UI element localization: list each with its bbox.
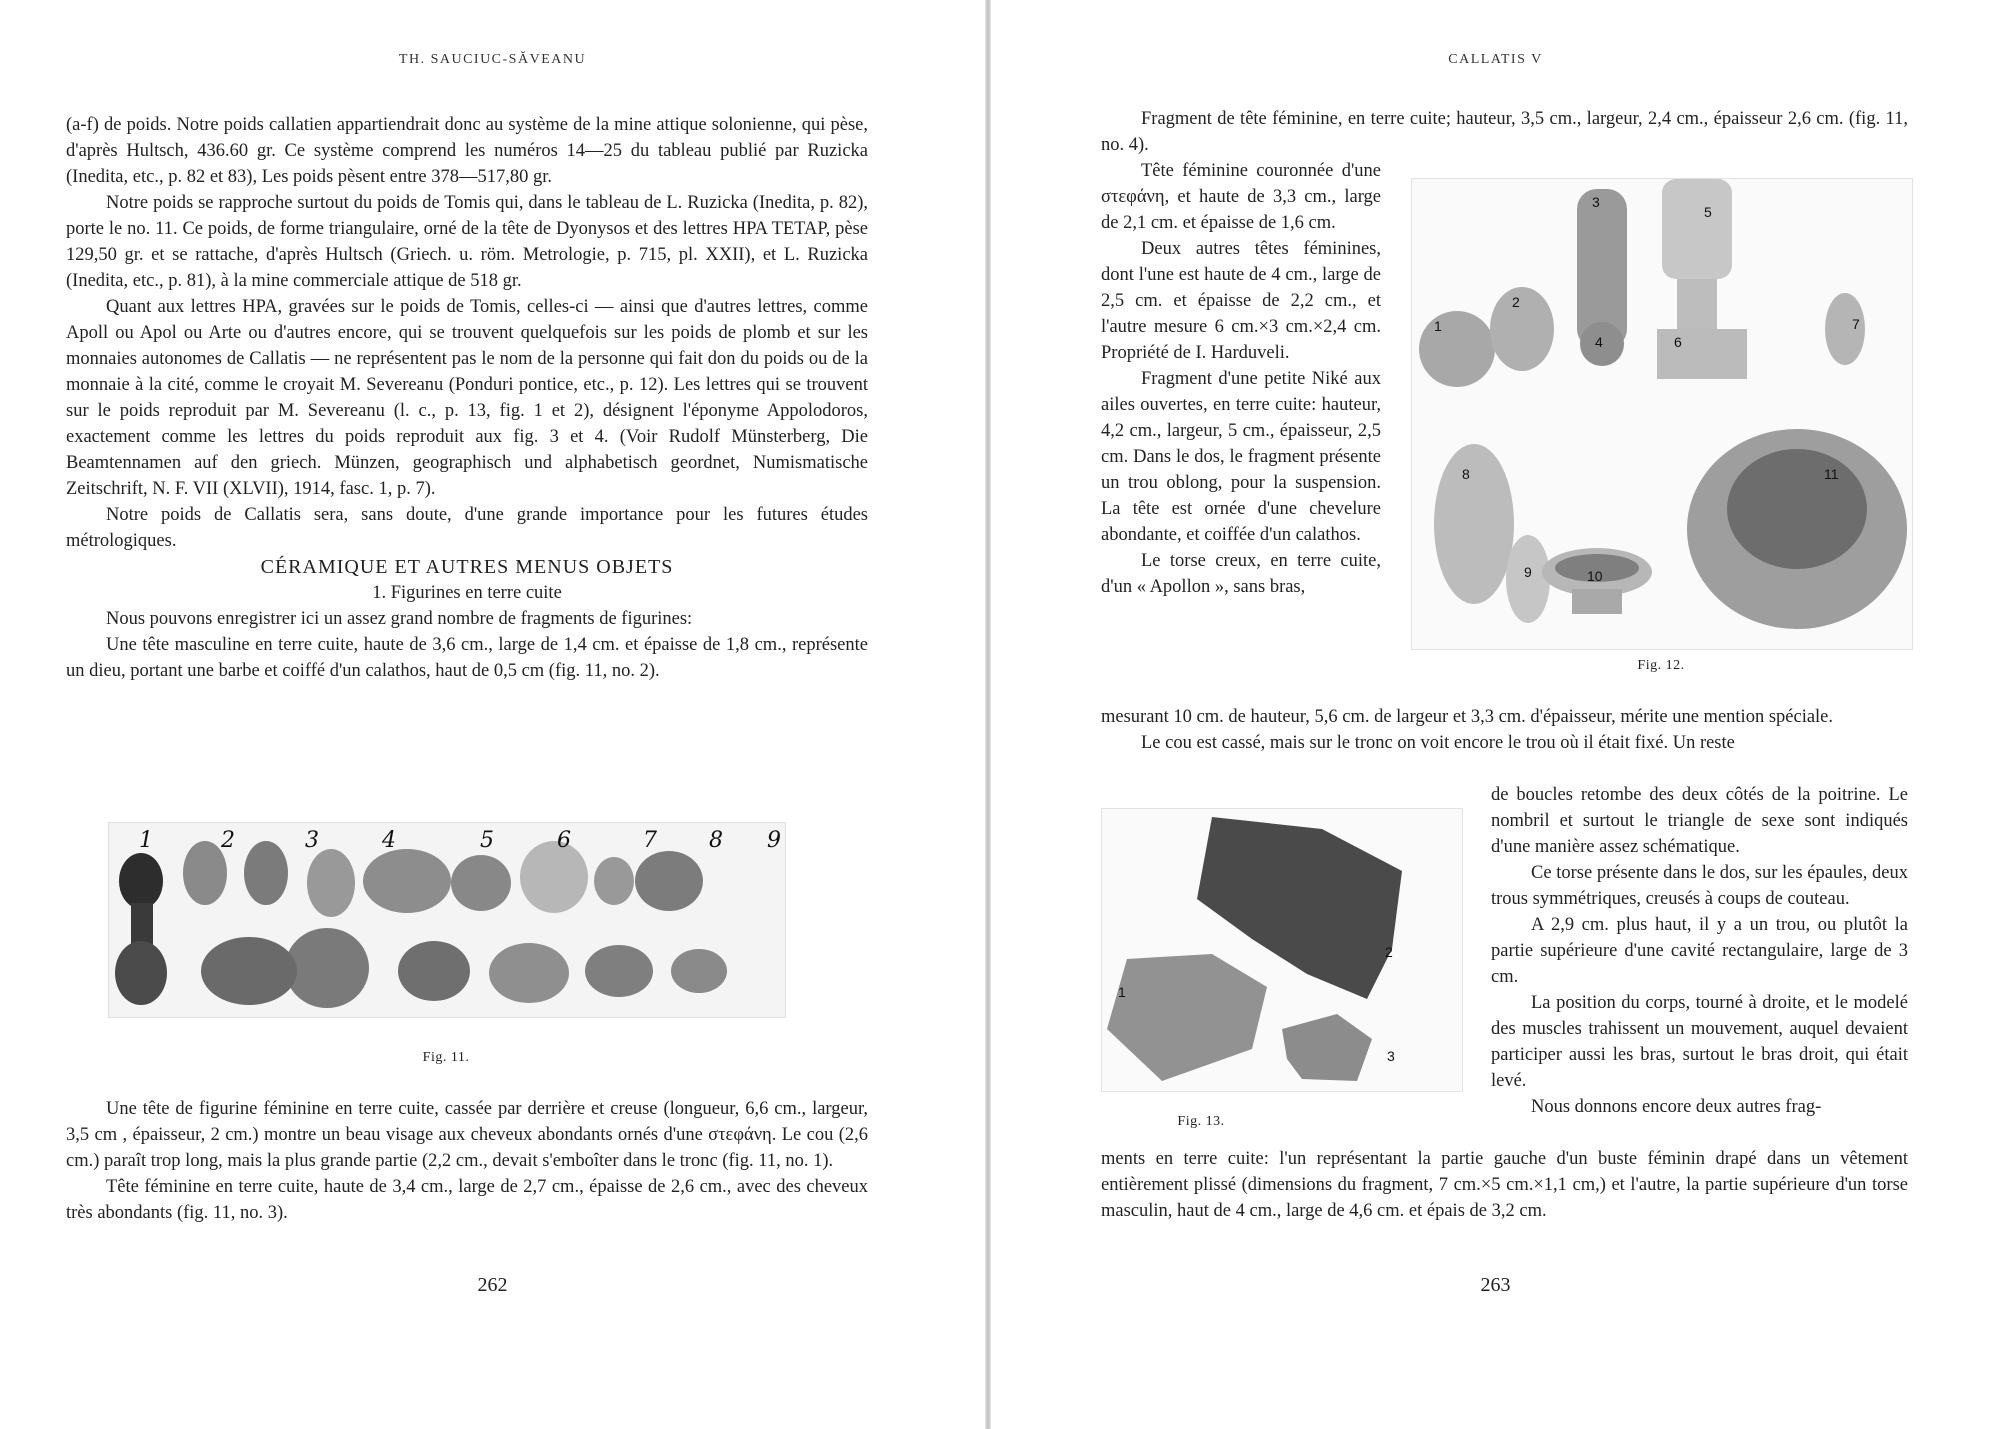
right-text-column-2 xyxy=(1491,782,1908,1120)
page-number-right: 263 xyxy=(1480,1274,1511,1296)
paragraph: Notre poids se rapproche surtout du poids de Tomis qui, dans le tableau de L. Ruzicka (Inedita, p. 82), porte le no. 11. Ce poids, de forme triangulaire, orné de la tête de Dyonysos et des lettres ΗΡΑ ΤΕΤΑΡ, pèse 129,50 gr. et se rattache, d'après Hultsch (Griech. u. röm. Metrologie, p. 715, pl. XXII), et L. Ruzicka (Inedita, etc., p. 81), à la mine commerciale attique de 518 gr. xyxy=(66,193,868,291)
fig12-label: 1 xyxy=(1434,318,1442,334)
fig12-label: 4 xyxy=(1595,334,1603,350)
paragraph: Une tête masculine en terre cuite, haute de 3,6 cm., large de 1,4 cm. et épaisse de 1,8 cm., représente un dieu, portant une barbe et coiffé d'un calathos, haut de 0,5 cm (fig. 11, no. 2). xyxy=(66,635,868,681)
right-text-bottom xyxy=(1101,1146,1908,1224)
paragraph: Deux autres têtes féminines, dont l'une est haute de 4 cm., large de 2,5 cm. et épaisse de 2,2 cm., et l'autre mesure 6 cm.×3 cm.×2,4 cm. Propriété de I. Harduveli. xyxy=(1101,239,1381,363)
figure-12-photo xyxy=(1411,178,1913,650)
fig11-label: 9 xyxy=(767,828,781,853)
left-page xyxy=(0,0,985,1429)
left-text-top xyxy=(66,112,868,684)
paragraph: Ce torse présente dans le dos, sur les épaules, deux trous symmétriques, creusés à coups de couteau. xyxy=(1491,863,1908,909)
fig12-label: 3 xyxy=(1592,194,1600,210)
figure-13-photo xyxy=(1101,808,1463,1092)
running-head-left: TH. SAUCIUC-SĂVEANU xyxy=(398,52,587,67)
figure-11-photo xyxy=(108,822,786,1018)
paragraph: Une tête de figurine féminine en terre cuite, cassée par derrière et creuse (longueur, 6,6 cm., largeur, 3,5 cm , épaisseur, 2 cm.) montre un beau visage aux cheveux abondants ornés d'une στεφάνη. Le cou (2,6 cm.) paraît trop long, mais la plus grande partie (2,2 cm., devait s'emboîter dans le tronc (fig. 11, no. 1). xyxy=(66,1099,868,1171)
paragraph: Tête féminine couronnée d'une στεφάνη, et haute de 3,3 cm., large de 2,1 cm. et épaisse de 1,6 cm. xyxy=(1101,161,1381,233)
running-head-right: CALLATIS V xyxy=(1448,52,1543,67)
sub-title: 1. Figurines en terre cuite xyxy=(372,583,562,603)
page-number-left: 262 xyxy=(477,1274,508,1296)
fig12-label: 2 xyxy=(1512,294,1520,310)
fig12-label: 6 xyxy=(1674,334,1682,350)
paragraph: de boucles retombe des deux côtés de la poitrine. Le nombril et surtout le triangle de sexe sont indiqués d'une manière assez schématique. xyxy=(1491,785,1908,857)
paragraph: Le torse creux, en terre cuite, d'un « Apollon », sans bras, xyxy=(1101,551,1381,597)
paragraph: La position du corps, tourné à droite, et le modelé des muscles trahissent un mouvement, auquel devaient participer aussi les bras, surtout le bras droit, qui était levé. xyxy=(1491,993,1908,1091)
paragraph: Le cou est cassé, mais sur le tronc on voit encore le trou où il était fixé. Un reste xyxy=(1141,733,1735,753)
figure-11-caption: Fig. 11. xyxy=(422,1050,470,1065)
paragraph: Fragment de tête féminine, en terre cuite; hauteur, 3,5 cm., largeur, 2,4 cm., épaisseur 2,6 cm. (fig. 11, no. 4). xyxy=(1101,109,1908,155)
section-title: CÉRAMIQUE ET AUTRES MENUS OBJETS xyxy=(260,556,674,578)
right-text-top xyxy=(1101,106,1908,158)
left-text-bottom xyxy=(66,1096,868,1226)
fig11-label: 6 xyxy=(557,828,571,853)
figure-12-caption: Fig. 12. xyxy=(1637,658,1685,673)
paragraph: Notre poids de Callatis sera, sans doute, d'une grande importance pour les futures études métrologiques. xyxy=(66,505,868,551)
paragraph: Quant aux lettres ΗΡΑ, gravées sur le poids de Tomis, celles-ci — ainsi que d'autres lettres, comme Apoll ou Apol ou Arte ou d'autres encore, qui se trouvent quelquefois sur les poids de plomb et sur les monnaies autonomes de Callatis — ne représentent pas le nom de la personne qui fait don du poids ou de la monnaie à la cité, comme le croyait M. Severeanu (Ponduri pontice, etc., p. 12). Les lettres qui se trouvent sur le poids reproduit par M. Severeanu (l. c., p. 13, fig. 1 et 2), désignent l'éponyme Appolodoros, exactement comme les lettres du poids reproduit aux fig. 3 et 4. (Voir Rudolf Münsterberg, Die Beamtennamen auf den griech. Münzen, geographisch und alphabetisch geordnet, Numismatische Zeitschrift, N. F. VII (XLVII), 1914, fasc. 1, p. 7). xyxy=(66,297,868,499)
fig11-label: 3 xyxy=(305,828,319,853)
paragraph: Fragment d'une petite Niké aux ailes ouvertes, en terre cuite: hauteur, 4,2 cm., largeur, 5 cm., épaisseur, 2,5 cm. Dans le dos, le fragment présente un trou oblong, pour la suspension. La tête est ornée d'une chevelure abondante, et coiffée d'un calathos. xyxy=(1101,369,1381,545)
fig12-label: 5 xyxy=(1704,204,1712,220)
fig12-label: 10 xyxy=(1587,568,1603,584)
fig11-label: 1 xyxy=(139,828,153,853)
fig11-label: 8 xyxy=(709,828,723,853)
paragraph: Nous pouvons enregistrer ici un assez grand nombre de fragments de figurines: xyxy=(106,609,693,629)
fig12-label: 8 xyxy=(1462,466,1470,482)
paragraph: (a-f) de poids. Notre poids callatien appartiendrait donc au système de la mine attique solonienne, qui pèse, d'après Hultsch, 436.60 gr. Ce système comprend les numéros 14—25 du tableau publié par Ruzicka (Inedita, etc., p. 82 et 83), Les poids pèsent entre 378—517,80 gr. xyxy=(66,115,868,187)
fig13-label: 3 xyxy=(1387,1048,1395,1064)
fig12-label: 9 xyxy=(1524,564,1532,580)
fig11-label: 2 xyxy=(221,828,235,853)
right-page xyxy=(991,0,2000,1429)
paragraph: ments en terre cuite: l'un représentant la partie gauche d'un buste féminin drapé dans un vêtement entièrement plissé (dimensions du fragment, 7 cm.×5 cm.×1,1 cm,) et l'autre, la partie supérieure d'un torse masculin, haut de 4 cm., large de 4,6 cm. et épais de 3,2 cm. xyxy=(1101,1149,1908,1221)
paragraph: mesurant 10 cm. de hauteur, 5,6 cm. de largeur et 3,3 cm. d'épaisseur, mérite une mention spéciale. xyxy=(1101,707,1834,727)
fig12-label: 11 xyxy=(1824,466,1839,482)
paragraph: Nous donnons encore deux autres frag- xyxy=(1531,1097,1822,1117)
paragraph: A 2,9 cm. plus haut, il y a un trou, ou plutôt la partie supérieure d'une cavité rectangulaire, large de 3 cm. xyxy=(1491,915,1908,987)
fig11-label: 5 xyxy=(480,828,494,853)
right-text-middle xyxy=(1101,704,1908,756)
right-text-column xyxy=(1101,158,1381,600)
fig13-label: 2 xyxy=(1385,944,1393,960)
fig11-label: 4 xyxy=(382,828,396,853)
fig11-label: 7 xyxy=(643,828,657,853)
fig12-label: 7 xyxy=(1852,316,1860,332)
figure-13-caption: Fig. 13. xyxy=(1177,1114,1225,1129)
paragraph: Tête féminine en terre cuite, haute de 3,4 cm., large de 2,7 cm., épaisse de 2,6 cm., avec des cheveux très abondants (fig. 11, no. 3). xyxy=(66,1177,868,1223)
fig13-label: 1 xyxy=(1118,984,1126,1000)
